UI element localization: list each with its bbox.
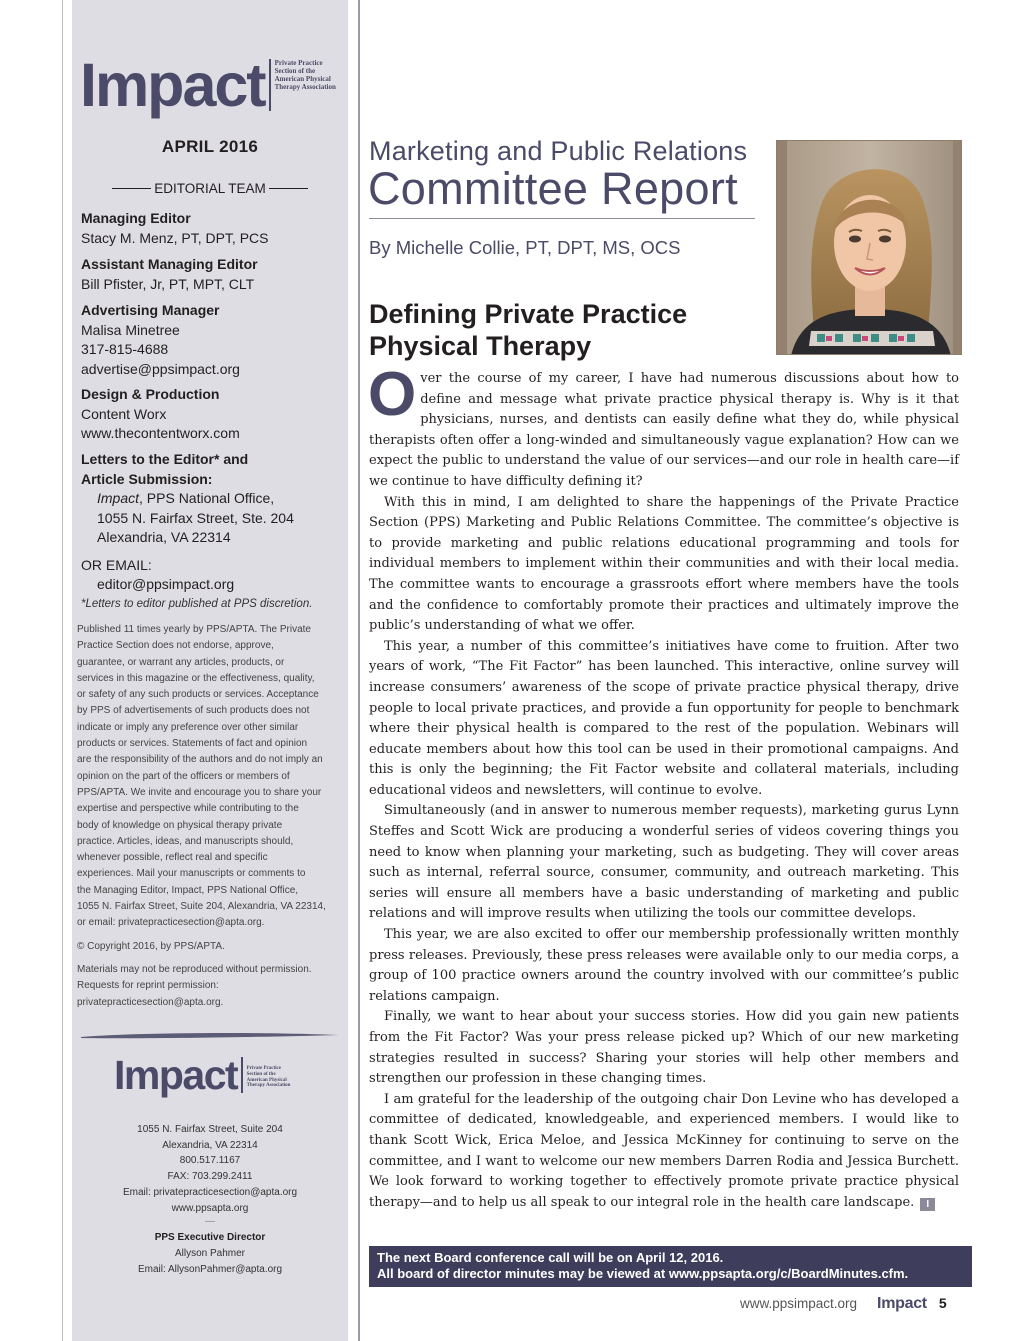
- publisher-disclaimer: Published 11 times yearly by PPS/APTA. The Private Practice Section does not endorse, approve, guarantee, or warrant any articles, products, or services in this magazine or the effectiveness, quality, or safety of any such products or services. Acceptance by PPS of advertisements of such products does not indicate or imply any preference over other similar products or services. Statements of fact and opinion are the responsibility of the authors and do not imply an opinion on the part of the officers or members of PPS/APTA. We invite and encourage you to share your expertise and perspective while contributing to the body of knowledge on physical therapy private practice. Articles, ideas, and manuscripts should, whenever possible, reflect real and specific experiences. Mail your manuscripts or comments to the Managing Editor, Impact, PPS National Office, 1055 N. Fairfax Street, Suite 204, Alexandria, VA 22314, or email: privatepracticesection@apta.org. © Copyright 2016, by PPS/APTA. Materials may not be reproduced without permission. Requests for reprint permission: privatepracticesection@apta.org.: [77, 624, 326, 1008]
- assistant-editor-block: Assistant Managing Editor Bill Pfister, Jr, PT, MPT, CLT: [81, 256, 258, 292]
- advertising-block: Advertising Manager Malisa Minetree 317-815-4688 advertise@ppsimpact.org: [81, 301, 343, 379]
- logo-divider: [269, 59, 271, 111]
- pps-contact-info: 1055 N. Fairfax Street, Suite 204 Alexandria, VA 22314 800.517.1167 FAX: 703.299.2411 Email: privatepracticesection@apta.org www.ppsapta.org — PPS Executive Director Allyson Pahmer Email: AllysonPahmer@apta.org: [72, 1122, 348, 1277]
- logo-wordmark: Impact: [80, 51, 265, 119]
- paragraph: Over the course of my career, I have had numerous discussions about how to define and message what private practice physical therapy is. Why is it that physicians, nurses, and dentists can easily define what they do, while physical therapists often offer a long-winded and simultaneously vague explanation? How can we expect the public to understand the value of our services—and our role in health care—if we continue to have difficulty defining it?: [368, 360, 959, 489]
- section-heading: Defining Private Practice Physical Therapy: [369, 299, 688, 361]
- footer-url-link[interactable]: www.ppsimpact.org: [740, 1296, 858, 1311]
- end-of-article-icon: I: [920, 1198, 935, 1211]
- design-block: Design & Production Content Worx www.thecontentworx.com: [81, 385, 343, 444]
- masthead-logo: [80, 50, 336, 120]
- author-portrait-image: [777, 141, 962, 355]
- article-body: [368, 360, 959, 1213]
- drop-cap: O: [368, 360, 417, 429]
- director-email-link[interactable]: Email: AllysonPahmer@apta.org: [137, 1263, 283, 1275]
- article-kicker: Marketing and Public Relations: [369, 136, 748, 166]
- design-url-link[interactable]: www.thecontentworx.com: [81, 425, 240, 441]
- editorial-team-heading: EDITORIAL TEAM: [112, 181, 308, 196]
- board-call-banner: The next Board conference call will be on April 12, 2016. All board of director minutes may be viewed at www.ppsapta.org/c/BoardMinutes.cfm.: [369, 1246, 972, 1287]
- issue-date: APRIL 2016: [161, 137, 259, 156]
- article-byline: By Michelle Collie, PT, DPT, MS, OCS: [369, 237, 681, 258]
- editor-email-link[interactable]: editor@ppsimpact.org: [97, 576, 235, 592]
- sidebar-divider: [358, 0, 360, 1341]
- author-photo: [776, 140, 962, 355]
- page-footer: [740, 1295, 947, 1313]
- board-minutes-link[interactable]: All board of director minutes may be viewed at www.ppsapta.org/c/BoardMinutes.cfm.: [377, 1266, 909, 1281]
- title-rule: [369, 218, 755, 219]
- letters-block: Letters to the Editor* and Article Submission: Impact, PPS National Office, 1055 N. Fairfax Street, Ste. 204 Alexandria, VA 22314 OR EMAIL: editor@ppsimpact.org *Letters to editor published at PPS discretion.: [81, 450, 343, 614]
- page-edge-line: [62, 0, 63, 1341]
- logo-org-name: Private Practice Section of the American Physical Therapy Association: [274, 59, 336, 92]
- pps-website-link[interactable]: www.ppsapta.org: [171, 1202, 249, 1214]
- managing-editor-block: Managing Editor Stacy M. Menz, PT, DPT, PCS: [81, 210, 269, 246]
- decorative-swoosh: [81, 1031, 339, 1040]
- paragraph: Simultaneously (and in answer to numerous member requests), marketing gurus Lynn Steffes and Scott Wick are producing a wonderful series of videos covering things you need to know when planning your marketing, such as budgeting. They will cover areas such as internal, referral source, consumer, community, and outreach marketing. This series will ensure all members have a basic understanding of marketing and public relations and will improve results when utilizing the tools our committee develops.: [369, 803, 959, 922]
- paragraph: Finally, we want to hear about your success stories. How did you gain new patients from the Fit Factor? Was your press release picked up? Which of our new marketing strategies resulted in success? Sharing your stories will help other members and strengthen our profession in these changing times.: [369, 1009, 959, 1087]
- article-title: Committee Report: [368, 163, 738, 214]
- footer-logo: Impact Private Practice Section of the American Physical Therapy Association: [114, 1052, 291, 1098]
- page-number: 5: [938, 1295, 947, 1311]
- paragraph: This year, a number of this committee’s initiatives have come to fruition. After two years of work, “The Fit Factor” has been launched. This interactive, online survey will increase consumers’ awareness of the scope of private practice physical therapy, drive people to local private practices, and provide a fun opportunity for people to benchmark where their physical health is compared to the rest of the population. Webinars will educate members about how this tool can be used in their promotional campaigns. And this is only the beginning; the Fit Factor website and collateral materials, including educational videos and newsletters, will continue to evolve.: [369, 638, 959, 798]
- advertising-email-link[interactable]: advertise@ppsimpact.org: [81, 360, 240, 377]
- footer-brand: Impact: [877, 1295, 927, 1312]
- pps-email-link[interactable]: Email: privatepracticesection@apta.org: [122, 1186, 298, 1198]
- paragraph: I am grateful for the leadership of the outgoing chair Don Levine who has developed a committee of dedicated, knowledgeable, and experienced members. I would like to thank Scott Wick, Erica Meloe, and Jessica McKinney for continuing to serve on the committee, and I want to welcome our new members Darren Rodia and Jessica Burchett. We look forward to working together to effectively promote private practice physical therapy—and to help us all speak to our integral role in the health care landscape. I: [369, 1091, 959, 1210]
- paragraph: With this in mind, I am delighted to share the happenings of the Private Practice Section (PPS) Marketing and Public Relations Committee. The committee’s objective is to provide marketing and public relations educational programming and tools for individual members to implement within their communities and with their local media. The committee wants to encourage a grassroots effort where members have the tools and the confidence to comfortably promote their practices and ultimately improve the public’s understanding of what we offer.: [369, 494, 959, 634]
- paragraph: This year, we are also excited to offer our membership professionally written monthly press releases. Previously, these press releases were available only to our media corps, a group of 100 practice owners around the country involved with our committee’s public relations campaign.: [369, 927, 959, 1004]
